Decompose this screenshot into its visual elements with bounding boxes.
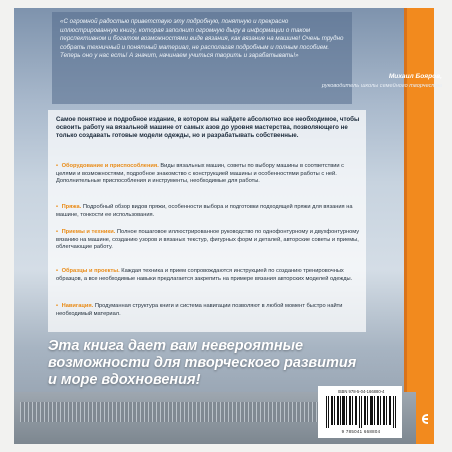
feature-title: Пряжа. xyxy=(61,204,82,210)
quote-author-role: руководитель школы семейного творчества xyxy=(321,83,442,89)
quote-block xyxy=(52,12,352,104)
barcode-digits: 9 785041 668804 xyxy=(341,429,381,434)
slogan: Эта книга дает вам невероятные возможности для творческого развития и море вдохновения! xyxy=(48,338,357,388)
feature-title: Образцы и проекты. xyxy=(61,268,120,274)
feature-text: Полное пошаговое иллюстрированное руководство по однофонтурному и двухфонтурному вязанию на машине, созданию узоров и вязаных текстур, фигурных форм и деталей, авторские советы и приемы, облегчающие работу. xyxy=(56,229,360,251)
intro-paragraph: Самое понятное и подробное издание, в котором вы найдете абсолютно все необходимое, чтобы освоить работу на вязальной машине от самых азов до уровня мастерства, позволяющего не только создавать готовые модели одежды, но и разрабатывать собственные. xyxy=(56,116,360,140)
barcode-bars xyxy=(324,396,398,428)
feature-title: Навигация. xyxy=(61,303,94,309)
feature-item-equipment xyxy=(56,163,360,186)
bullet-icon: • xyxy=(56,204,58,210)
feature-text: Каждая техника и прием сопровождаются инструкцией по созданию тренировочных образцов, а все необходимые навыки предлагается закрепить на примере вязания авторских моделей одежды. xyxy=(56,268,353,282)
publisher-logo-icon xyxy=(420,412,430,426)
isbn-label: ISBN 978-5-04-166880-4 xyxy=(337,389,385,394)
bullet-icon: • xyxy=(56,229,58,235)
quote-author: Михаил Бояров, xyxy=(388,73,442,80)
machine-needle-bed xyxy=(20,402,320,422)
bullet-icon: • xyxy=(56,268,58,274)
feature-text: Виды вязальных машин, советы по выбору машины в соответствии с целями и возможностями, подробное знакомство с конструкцией машины и особенностями работы с ней. Дополнительные приспособления и инструменты, необходимые для работы. xyxy=(56,163,345,185)
feature-title: Оборудование и приспособления. xyxy=(61,163,159,169)
bullet-icon: • xyxy=(56,163,58,169)
feature-item-samples xyxy=(56,268,360,283)
feature-item-navigation xyxy=(56,303,360,318)
feature-text: Продуманная структура книги и система навигации позволяют в любой момент быстро найти необходимый материал. xyxy=(56,303,343,317)
feature-title: Приемы и техники. xyxy=(61,229,116,235)
quote-text: «С огромной радостью приветствую эту подробную, понятную и прекрасно иллюстрированную книгу, которая заполнит огромную дыру в информации о таком перспективном и богатом возможностями виде вязания, как вязание на машине! Очень трудно собрать техничный и понятный материал, не располагая подробным и полным пособием. Теперь оно у нас есть! А значит, начинаем учиться творить и зарабатывать!» xyxy=(60,18,344,60)
feature-text: Подробный обзор видов пряжи, особенности выбора и подготовки подходящей пряжи для вязания на машине, тонкости ее использования. xyxy=(56,204,353,218)
description-panel xyxy=(48,110,366,332)
feature-item-yarn xyxy=(56,204,360,219)
feature-item-techniques xyxy=(56,229,360,252)
bullet-icon: • xyxy=(56,303,58,309)
